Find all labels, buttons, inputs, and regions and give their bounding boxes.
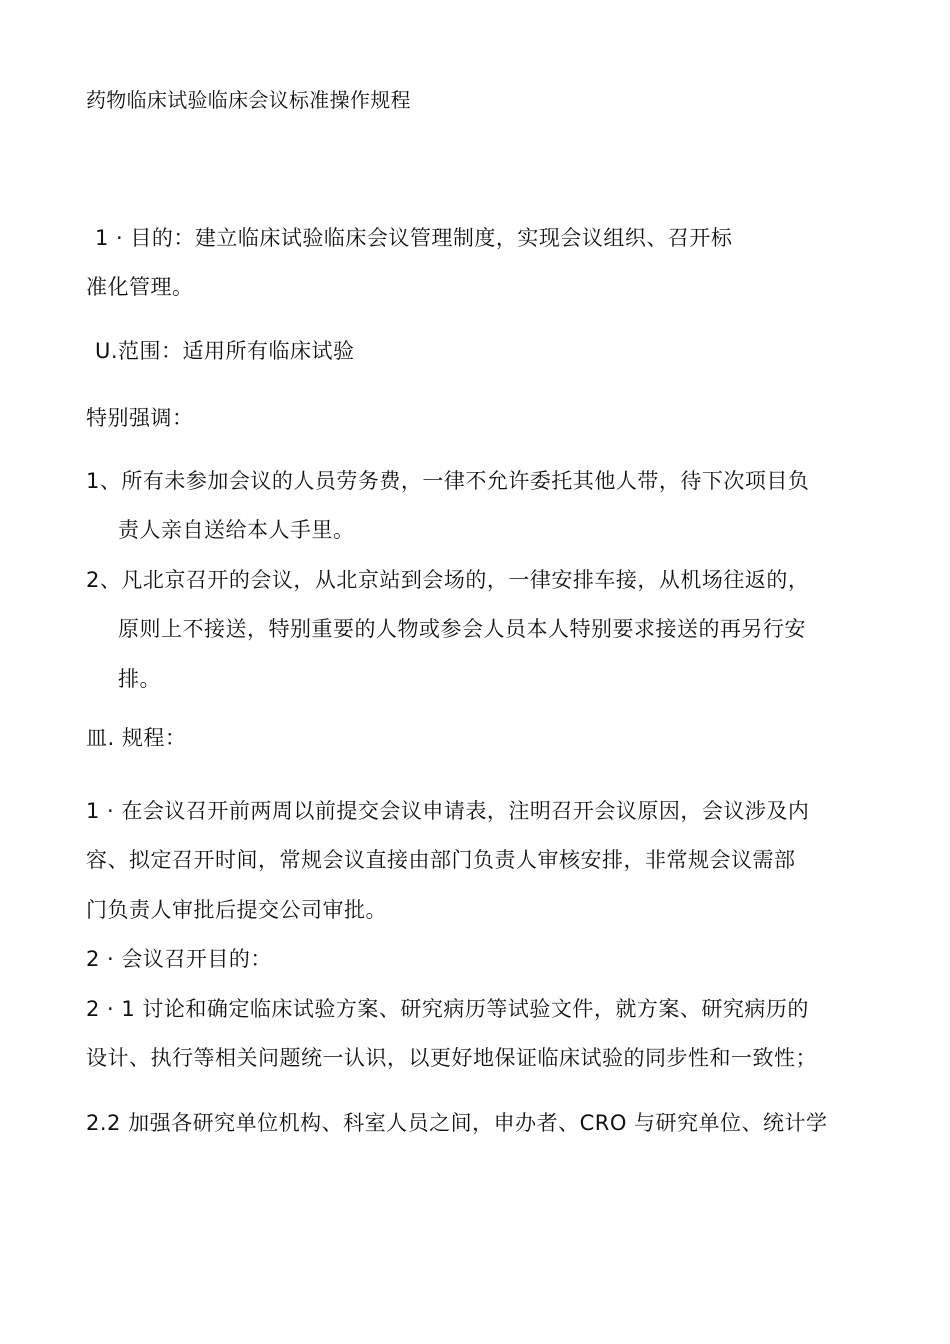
procedure-2-1-line-2: 设计、执行等相关问题统一认识，以更好地保证临床试验的同步性和一致性； bbox=[86, 1046, 817, 1070]
emphasis-item-2-line-3: 排。 bbox=[118, 667, 161, 691]
document-title: 药物临床试验临床会议标准操作规程 bbox=[86, 88, 411, 112]
emphasis-item-1-line-1: 1、所有未参加会议的人员劳务费，一律不允许委托其他人带，待下次项目负 bbox=[86, 469, 810, 493]
procedure-heading: 皿. 规程： bbox=[86, 726, 187, 750]
purpose-line-1: 1 · 目的：建立临床试验临床会议管理制度，实现会议组织、召开标 bbox=[95, 226, 733, 250]
emphasis-item-1-line-2: 责人亲自送给本人手里。 bbox=[118, 518, 355, 542]
emphasis-item-2-line-2: 原则上不接送，特别重要的人物或参会人员本人特别要求接送的再另行安 bbox=[118, 617, 806, 641]
procedure-1-line-1: 1 · 在会议召开前两周以前提交会议申请表，注明召开会议原因，会议涉及内 bbox=[86, 799, 810, 823]
procedure-2-1-line-1: 2 · 1 讨论和确定临床试验方案、研究病历等试验文件，就方案、研究病历的 bbox=[86, 997, 809, 1021]
purpose-line-2: 准化管理。 bbox=[86, 275, 194, 299]
procedure-2-2-line-1: 2.2 加强各研究单位机构、科室人员之间，申办者、CRO 与研究单位、统计学 bbox=[86, 1111, 828, 1135]
emphasis-heading: 特别强调： bbox=[86, 406, 194, 430]
scope-line: U.范围：适用所有临床试验 bbox=[95, 339, 355, 363]
procedure-1-line-2: 容、拟定召开时间，常规会议直接由部门负责人审核安排，非常规会议需部 bbox=[86, 848, 796, 872]
procedure-1-line-3: 门负责人审批后提交公司审批。 bbox=[86, 898, 387, 922]
emphasis-item-2-line-1: 2、凡北京召开的会议，从北京站到会场的，一律安排车接，从机场往返的， bbox=[86, 568, 810, 592]
procedure-2-heading: 2 · 会议召开目的： bbox=[86, 947, 272, 971]
